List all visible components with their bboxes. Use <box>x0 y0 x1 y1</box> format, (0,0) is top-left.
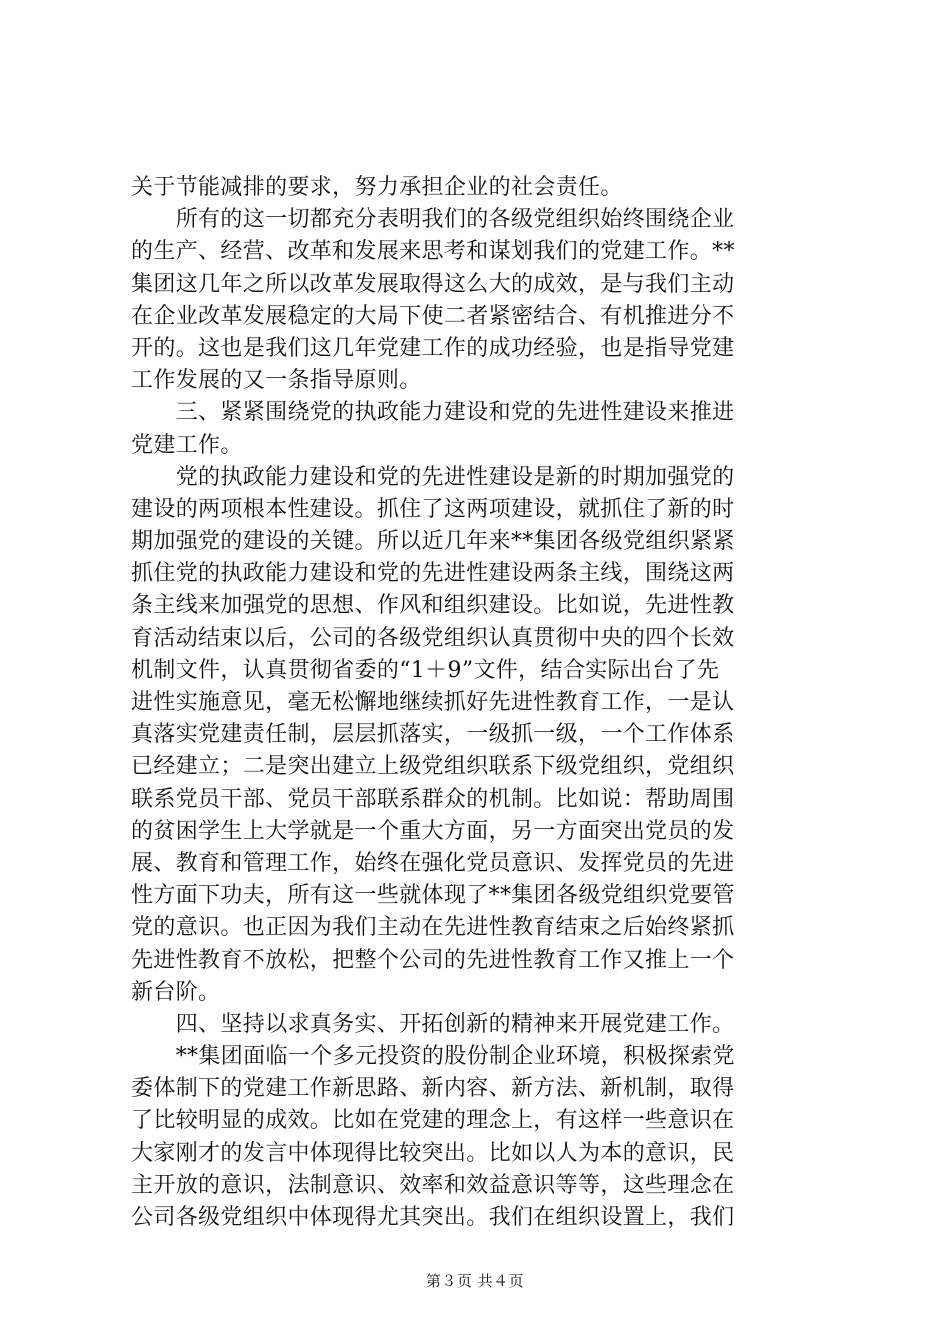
text-line: 了比较明显的成效。比如在党建的理念上，有这样一些意识在 <box>131 1108 735 1134</box>
text-line: 关于节能减排的要求，努力承担企业的社会责任。 <box>131 175 623 200</box>
text-line: 先进性教育不放松，把整个公司的先进性教育工作又推上一个 <box>131 947 735 973</box>
text-line: 的生产、经营、改革和发展来思考和谋划我们的党建工作。** <box>131 239 735 265</box>
text-line: 四、坚持以求真务实、开拓创新的精神来开展党建工作。 <box>131 1011 735 1037</box>
document-body <box>131 172 831 1234</box>
text-line: 联系党员干部、党员干部联系群众的机制。比如说：帮助周围 <box>131 786 735 812</box>
text-line: 条主线来加强党的思想、作风和组织建设。比如说，先进性教 <box>131 593 735 619</box>
text-line: 大家刚才的发言中体现得比较突出。比如以人为本的意识，民 <box>131 1140 735 1166</box>
text-line: 在企业改革发展稳定的大局下使二者紧密结合、有机推进分不 <box>131 303 735 329</box>
text-line: 抓住党的执政能力建设和党的先进性建设两条主线，围绕这两 <box>131 561 735 587</box>
text-line: 开的。这也是我们这几年党建工作的成功经验，也是指导党建 <box>131 335 735 361</box>
text-line: 党的执政能力建设和党的先进性建设是新的时期加强党的 <box>131 464 735 490</box>
page-footer: 第３页 共４页 <box>425 1272 525 1290</box>
text-line: **集团面临一个多元投资的股份制企业环境，积极探索党 <box>131 1044 735 1070</box>
text-line: 党的意识。也正因为我们主动在先进性教育结束之后始终紧抓 <box>131 915 735 941</box>
text-line: 党建工作。 <box>131 432 243 458</box>
text-line: 的贫困学生上大学就是一个重大方面，另一方面突出党员的发 <box>131 818 735 844</box>
text-line: 真落实党建责任制，层层抓落实，一级抓一级，一个工作体系 <box>131 722 735 748</box>
text-line: 公司各级党组织中体现得尤其突出。我们在组织设置上，我们 <box>131 1205 735 1230</box>
text-line: 期加强党的建设的关键。所以近几年来**集团各级党组织紧紧 <box>131 529 735 555</box>
text-line: 性方面下功夫，所有这一些就体现了**集团各级党组织党要管 <box>131 883 735 909</box>
text-line: 委体制下的党建工作新思路、新内容、新方法、新机制，取得 <box>131 1076 735 1102</box>
text-line: 建设的两项根本性建设。抓住了这两项建设，就抓住了新的时 <box>131 496 735 522</box>
text-line: 三、紧紧围绕党的执政能力建设和党的先进性建设来推进 <box>131 400 735 426</box>
text-line: 展、教育和管理工作，始终在强化党员意识、发挥党员的先进 <box>131 850 735 876</box>
text-line: 新台阶。 <box>131 979 221 1005</box>
text-line: 已经建立；二是突出建立上级党组织联系下级党组织，党组织 <box>131 754 735 780</box>
text-line: 所有的这一切都充分表明我们的各级党组织始终围绕企业 <box>131 207 735 233</box>
text-line: 进性实施意见，毫无松懈地继续抓好先进性教育工作，一是认 <box>131 690 735 715</box>
text-line: 育活动结束以后，公司的各级党组织认真贯彻中央的四个长效 <box>131 625 735 651</box>
text-line: 机制文件，认真贯彻省委的“1＋9”文件，结合实际出台了先 <box>131 657 720 683</box>
text-line: 主开放的意识，法制意识、效率和效益意识等等，这些理念在 <box>131 1172 735 1198</box>
text-line: 集团这几年之所以改革发展取得这么大的成效，是与我们主动 <box>131 271 735 297</box>
text-line: 工作发展的又一条指导原则。 <box>131 368 422 394</box>
